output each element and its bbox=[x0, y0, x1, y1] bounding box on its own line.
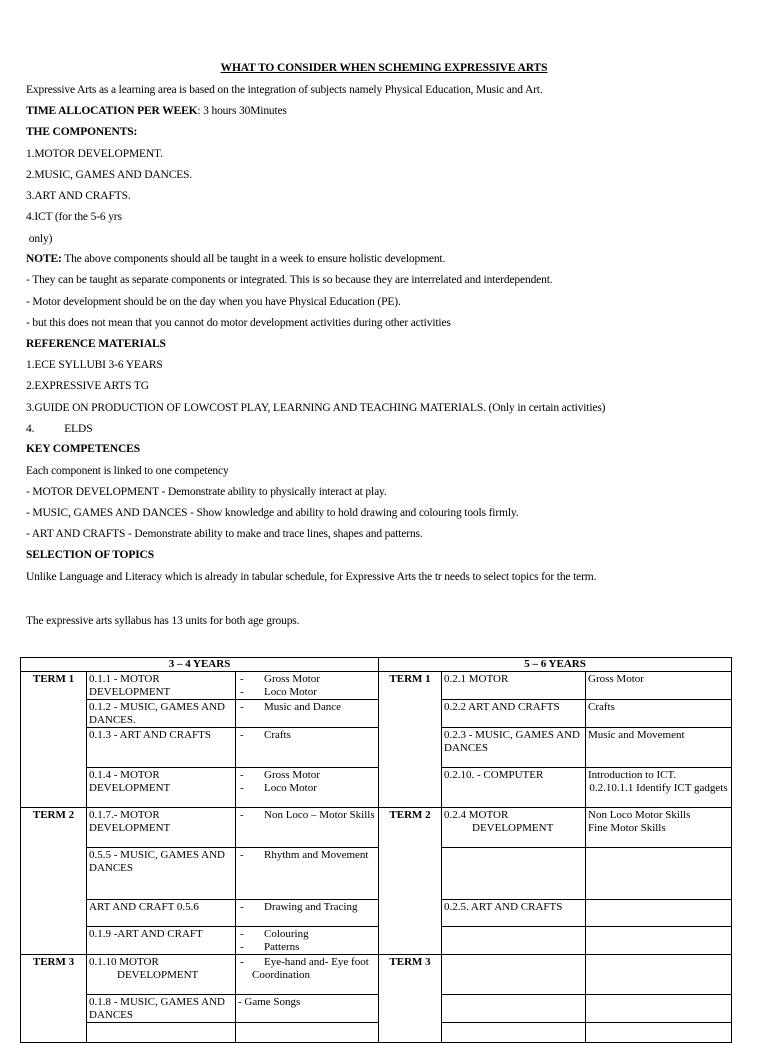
item-text: Patterns bbox=[264, 941, 300, 953]
unit-cell: ART AND CRAFT 0.5.6 bbox=[87, 900, 236, 927]
item-text: Non Loco – Motor Skills bbox=[264, 809, 375, 821]
reference-item: 1.ECE SYLLUBI 3-6 YEARS bbox=[26, 359, 163, 371]
note-label: NOTE: bbox=[26, 253, 62, 265]
unit-cell: 0.1.7.- MOTOR DEVELOPMENT bbox=[87, 808, 236, 848]
table-row bbox=[21, 672, 732, 700]
competence-item: - MOTOR DEVELOPMENT - Demonstrate ability to physically interact at play. bbox=[26, 486, 387, 498]
unit-cell: 0.5.5 - MUSIC, GAMES AND DANCES bbox=[87, 848, 236, 900]
table-row bbox=[21, 848, 732, 900]
unit-cell: 0.2.10. - COMPUTER bbox=[442, 768, 586, 808]
unit-cell bbox=[442, 995, 586, 1023]
competences-heading: KEY COMPETENCES bbox=[26, 443, 140, 455]
term-label-left: TERM 1 bbox=[21, 672, 87, 808]
unit-cell bbox=[442, 927, 586, 955]
items-cell: - Colouring - Patterns bbox=[236, 927, 379, 955]
term-label-right: TERM 2 bbox=[379, 808, 442, 955]
components-heading: THE COMPONENTS: bbox=[26, 126, 138, 138]
competence-item: - MUSIC, GAMES AND DANCES - Show knowledge and ability to hold drawing and colouring tools firmly. bbox=[26, 507, 519, 519]
syllabus-text: The expressive arts syllabus has 13 units for both age groups. bbox=[26, 615, 300, 627]
item-text: Drawing and Tracing bbox=[264, 901, 358, 913]
note-point: - but this does not mean that you cannot do motor development activities during other activities bbox=[26, 317, 451, 329]
note-line bbox=[26, 252, 445, 266]
items-cell: - Eye-hand and- Eye foot Coordination bbox=[236, 955, 379, 995]
unit-cell bbox=[442, 808, 586, 848]
topic-subtext: 0.2.10.1.1 Identify ICT gadgets bbox=[589, 782, 728, 794]
topics-heading: SELECTION OF TOPICS bbox=[26, 549, 154, 561]
unit-text: 0.1.10 MOTOR bbox=[89, 956, 159, 968]
item-text: Gross Motor bbox=[264, 769, 320, 781]
unit-cell: 0.2.3 - MUSIC, GAMES AND DANCES bbox=[442, 728, 586, 768]
table-header-row bbox=[21, 658, 732, 672]
time-allocation bbox=[26, 104, 287, 118]
table-row bbox=[21, 728, 732, 768]
note-point: - Motor development should be on the day when you have Physical Education (PE). bbox=[26, 296, 401, 308]
item-text: Loco Motor bbox=[264, 686, 317, 698]
items-cell bbox=[236, 1023, 379, 1043]
component-item: 4.ICT (for the 5-6 yrs bbox=[26, 211, 122, 223]
item-text: Crafts bbox=[264, 729, 291, 741]
topic-cell bbox=[586, 900, 732, 927]
topic-cell: Crafts bbox=[586, 700, 732, 728]
table-row bbox=[21, 900, 732, 927]
component-item: 2.MUSIC, GAMES AND DANCES. bbox=[26, 169, 193, 181]
reference-item: 4. ELDS bbox=[26, 423, 93, 435]
table-row bbox=[21, 808, 732, 848]
items-cell: - Music and Dance bbox=[236, 700, 379, 728]
topic-cell bbox=[586, 927, 732, 955]
table-row bbox=[21, 700, 732, 728]
topic-cell: Music and Movement bbox=[586, 728, 732, 768]
unit-cell: 0.1.3 - ART AND CRAFTS bbox=[87, 728, 236, 768]
unit-cell bbox=[87, 1023, 236, 1043]
time-allocation-value: : 3 hours 30Minutes bbox=[197, 105, 287, 117]
items-cell: - Drawing and Tracing bbox=[236, 900, 379, 927]
item-text: Eye-hand and- Eye foot Coordination bbox=[252, 956, 369, 981]
unit-cell bbox=[442, 1023, 586, 1043]
age-group-5-6-header: 5 – 6 YEARS bbox=[379, 658, 732, 672]
unit-cell: 0.1.8 - MUSIC, GAMES AND DANCES bbox=[87, 995, 236, 1023]
time-allocation-label: TIME ALLOCATION PER WEEK bbox=[26, 105, 198, 117]
table-row bbox=[21, 927, 732, 955]
item-text: Gross Motor bbox=[264, 673, 320, 685]
topic-cell bbox=[586, 995, 732, 1023]
unit-cell: 0.1.9 -ART AND CRAFT bbox=[87, 927, 236, 955]
unit-cell: 0.2.5. ART AND CRAFTS bbox=[442, 900, 586, 927]
component-item: only) bbox=[26, 233, 53, 245]
topics-text: Unlike Language and Literacy which is already in tabular schedule, for Expressive Arts the tr needs to select topics for the term. bbox=[26, 571, 597, 583]
table-row bbox=[21, 995, 732, 1023]
term-label-left: TERM 2 bbox=[21, 808, 87, 955]
unit-cell: 0.2.1 MOTOR bbox=[442, 672, 586, 700]
table-row bbox=[21, 768, 732, 808]
table-row bbox=[21, 955, 732, 995]
unit-subtext: DEVELOPMENT bbox=[472, 822, 554, 834]
competences-intro: Each component is linked to one competency bbox=[26, 465, 229, 477]
topic-cell: Gross Motor bbox=[586, 672, 732, 700]
items-cell: - Game Songs bbox=[236, 995, 379, 1023]
table-row bbox=[21, 1023, 732, 1043]
item-text: Loco Motor bbox=[264, 782, 317, 794]
note-text: The above components should all be taught in a week to ensure holistic development. bbox=[61, 253, 446, 265]
component-item: 3.ART AND CRAFTS. bbox=[26, 190, 131, 202]
topic-cell bbox=[586, 808, 732, 848]
items-cell: - Gross Motor - Loco Motor bbox=[236, 768, 379, 808]
reference-item: 3.GUIDE ON PRODUCTION OF LOWCOST PLAY, LEARNING AND TEACHING MATERIALS. (Only in certain activities) bbox=[26, 402, 606, 414]
items-cell: - Rhythm and Movement bbox=[236, 848, 379, 900]
topic-text: Non Loco Motor Skills bbox=[588, 809, 691, 821]
topic-cell bbox=[586, 955, 732, 995]
items-cell: - Non Loco – Motor Skills bbox=[236, 808, 379, 848]
competence-item: - ART AND CRAFTS - Demonstrate ability to make and trace lines, shapes and patterns. bbox=[26, 528, 423, 540]
item-text: Colouring bbox=[264, 928, 309, 940]
intro-text: Expressive Arts as a learning area is based on the integration of subjects namely Physical Education, Music and Art. bbox=[26, 84, 543, 96]
term-label-right: TERM 3 bbox=[379, 955, 442, 1043]
items-cell: - Gross Motor - Loco Motor bbox=[236, 672, 379, 700]
unit-subtext: DEVELOPMENT bbox=[117, 969, 199, 981]
term-label-left: TERM 3 bbox=[21, 955, 87, 1043]
unit-cell bbox=[442, 955, 586, 995]
topic-cell bbox=[586, 768, 732, 808]
term-label-right: TERM 1 bbox=[379, 672, 442, 808]
unit-cell: 0.1.4 - MOTOR DEVELOPMENT bbox=[87, 768, 236, 808]
topic-subtext: Fine Motor Skills bbox=[588, 822, 666, 834]
item-text: Music and Dance bbox=[264, 701, 341, 713]
reference-item: 2.EXPRESSIVE ARTS TG bbox=[26, 380, 149, 392]
topic-cell bbox=[586, 1023, 732, 1043]
topic-text: Introduction to ICT. bbox=[588, 769, 677, 781]
unit-cell: 0.1.1 - MOTOR DEVELOPMENT bbox=[87, 672, 236, 700]
unit-cell bbox=[442, 848, 586, 900]
item-text: Rhythm and Movement bbox=[264, 849, 369, 861]
unit-text: 0.2.4 MOTOR bbox=[444, 809, 509, 821]
reference-heading: REFERENCE MATERIALS bbox=[26, 338, 166, 350]
document-title: WHAT TO CONSIDER WHEN SCHEMING EXPRESSIVE ARTS bbox=[220, 62, 548, 74]
schedule-table bbox=[20, 657, 732, 1043]
component-item: 1.MOTOR DEVELOPMENT. bbox=[26, 148, 163, 160]
unit-cell: 0.2.2 ART AND CRAFTS bbox=[442, 700, 586, 728]
items-cell: - Crafts bbox=[236, 728, 379, 768]
unit-cell: 0.1.2 - MUSIC, GAMES AND DANCES. bbox=[87, 700, 236, 728]
age-group-3-4-header: 3 – 4 YEARS bbox=[21, 658, 379, 672]
unit-cell bbox=[87, 955, 236, 995]
topic-cell bbox=[586, 848, 732, 900]
note-point: - They can be taught as separate components or integrated. This is so because they are interrelated and interdependent. bbox=[26, 274, 553, 286]
